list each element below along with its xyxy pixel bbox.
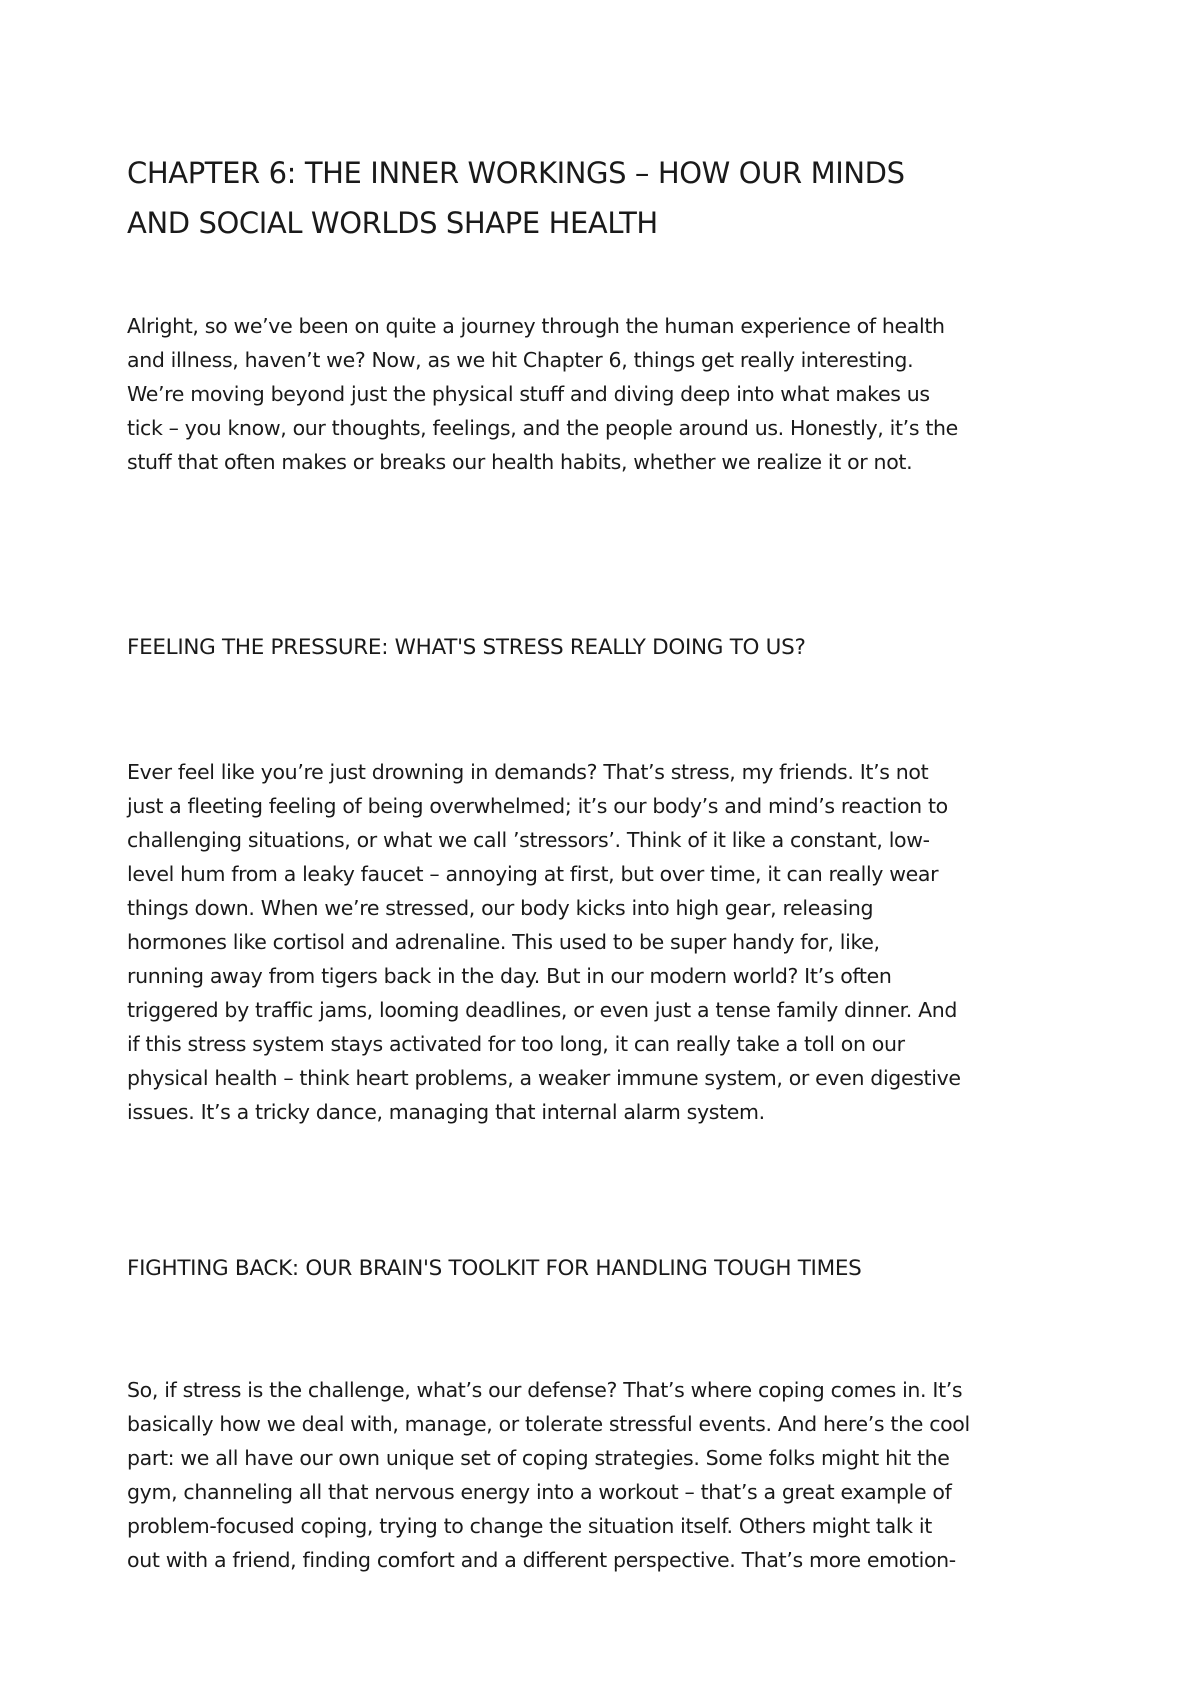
paragraph-line: problem-focused coping, trying to change the situation itself. Others might talk it (127, 1514, 932, 1538)
paragraph-line: Alright, so we’ve been on quite a journey through the human experience of health (127, 314, 945, 338)
paragraph-line: stuff that often makes or breaks our health habits, whether we realize it or not. (127, 450, 913, 474)
paragraph-line: out with a friend, finding comfort and a different perspective. That’s more emotion- (127, 1548, 956, 1572)
paragraph-line: gym, channeling all that nervous energy into a workout – that’s a great example of (127, 1480, 952, 1504)
paragraph-line: tick – you know, our thoughts, feelings, and the people around us. Honestly, it’s the (127, 416, 958, 440)
paragraph-line: So, if stress is the challenge, what’s our defense? That’s where coping comes in. It’s (127, 1378, 963, 1402)
chapter-title-line: CHAPTER 6: THE INNER WORKINGS – HOW OUR MINDS (127, 156, 905, 190)
paragraph-line: basically how we deal with, manage, or tolerate stressful events. And here’s the cool (127, 1412, 970, 1436)
paragraph-line: Ever feel like you’re just drowning in demands? That’s stress, my friends. It’s not (127, 760, 929, 784)
intro-paragraph (127, 309, 1087, 479)
paragraph-line: physical health – think heart problems, a weaker immune system, or even digestive (127, 1066, 961, 1090)
stress-paragraph (127, 755, 1087, 1129)
section-heading-stress: FEELING THE PRESSURE: WHAT'S STRESS REALLY DOING TO US? (127, 635, 806, 660)
chapter-title-line: AND SOCIAL WORLDS SHAPE HEALTH (127, 206, 658, 240)
paragraph-line: triggered by traffic jams, looming deadlines, or even just a tense family dinner. And (127, 998, 958, 1022)
paragraph-line: hormones like cortisol and adrenaline. This used to be super handy for, like, (127, 930, 880, 954)
paragraph-line: and illness, haven’t we? Now, as we hit Chapter 6, things get really interesting. (127, 348, 914, 372)
chapter-title (127, 148, 1087, 248)
paragraph-line: challenging situations, or what we call ’stressors’. Think of it like a constant, low- (127, 828, 930, 852)
section-heading-coping: FIGHTING BACK: OUR BRAIN'S TOOLKIT FOR HANDLING TOUGH TIMES (127, 1256, 862, 1281)
paragraph-line: things down. When we’re stressed, our body kicks into high gear, releasing (127, 896, 874, 920)
paragraph-line: We’re moving beyond just the physical stuff and diving deep into what makes us (127, 382, 930, 406)
paragraph-line: if this stress system stays activated for too long, it can really take a toll on our (127, 1032, 905, 1056)
coping-paragraph (127, 1373, 1087, 1577)
paragraph-line: level hum from a leaky faucet – annoying at first, but over time, it can really wear (127, 862, 939, 886)
paragraph-line: running away from tigers back in the day. But in our modern world? It’s often (127, 964, 892, 988)
paragraph-line: part: we all have our own unique set of coping strategies. Some folks might hit the (127, 1446, 950, 1470)
paragraph-line: just a fleeting feeling of being overwhelmed; it’s our body’s and mind’s reaction to (127, 794, 948, 818)
paragraph-line: issues. It’s a tricky dance, managing that internal alarm system. (127, 1100, 765, 1124)
